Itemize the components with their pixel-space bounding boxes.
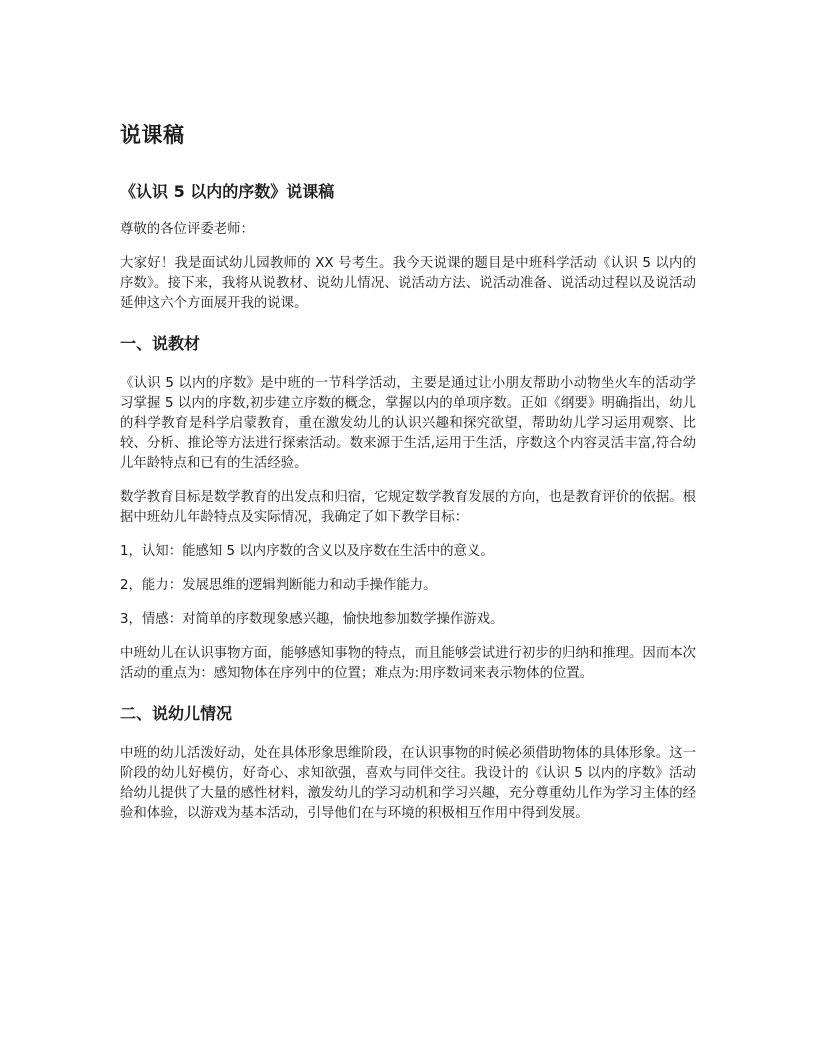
document-page <box>120 118 696 838</box>
section-heading-children: 二、说幼儿情况 <box>120 704 233 723</box>
intro-paragraph: 大家好！我是面试幼儿园教师的 XX 号考生。我今天说课的题目是中班科学活动《认识 5 以内的序数》。接下来，我将从说教材、说幼儿情况、说活动方法、说活动准备、说活动过程以及说活动延伸这六个方面展开我的说课。 <box>120 256 696 311</box>
goal-item-3: 3，情感：对简单的序数现象感兴趣，愉快地参加数学操作游戏。 <box>120 612 504 627</box>
section-heading-textbook: 一、说教材 <box>120 334 201 353</box>
greeting-paragraph: 尊敬的各位评委老师： <box>120 222 254 237</box>
textbook-paragraph-3: 中班幼儿在认识事物方面，能够感知事物的特点，而且能够尝试进行初步的归纳和推理。因而本次活动的重点为：感知物体在序列中的位置；难点为:用序数词来表示物体的位置。 <box>120 646 696 681</box>
textbook-paragraph-1: 《认识 5 以内的序数》是中班的一节科学活动，主要是通过让小朋友帮助小动物坐火车的活动学习掌握 5 以内的序数,初步建立序数的概念，掌握以内的单项序数。正如《纲要》明确指出，幼儿的科学教育是科学启蒙教育，重在激发幼儿的认识兴趣和探究欲望，帮助幼儿学习运用观察、比较、分析、推论等方法进行探索活动。数来源于生活,运用于生活，序数这个内容灵活丰富,符合幼儿年龄特点和已有的生活经验。 <box>120 376 696 471</box>
goal-item-2: 2，能力：发展思维的逻辑判断能力和动手操作能力。 <box>120 578 437 593</box>
document-title: 说课稿 <box>120 123 185 147</box>
document-subtitle: 《认识 5 以内的序数》说课稿 <box>120 182 335 201</box>
children-paragraph-1: 中班的幼儿活泼好动，处在具体形象思维阶段，在认识事物的时候必须借助物体的具体形象。这一阶段的幼儿好模仿，好奇心、求知欲强，喜欢与同伴交往。我设计的《认识 5 以内的序数》活动给幼儿提供了大量的感性材料，激发幼儿的学习动机和学习兴趣，充分尊重幼儿作为学习主体的经验和体验，以游戏为基本活动，引导他们在与环境的积极相互作用中得到发展。 <box>120 746 696 821</box>
textbook-paragraph-2: 数学教育目标是数学教育的出发点和归宿，它规定数学教育发展的方向，也是教育评价的依据。根据中班幼儿年龄特点及实际情况，我确定了如下教学目标： <box>120 490 696 525</box>
goal-item-1: 1，认知：能感知 5 以内序数的含义以及序数在生活中的意义。 <box>120 544 494 559</box>
